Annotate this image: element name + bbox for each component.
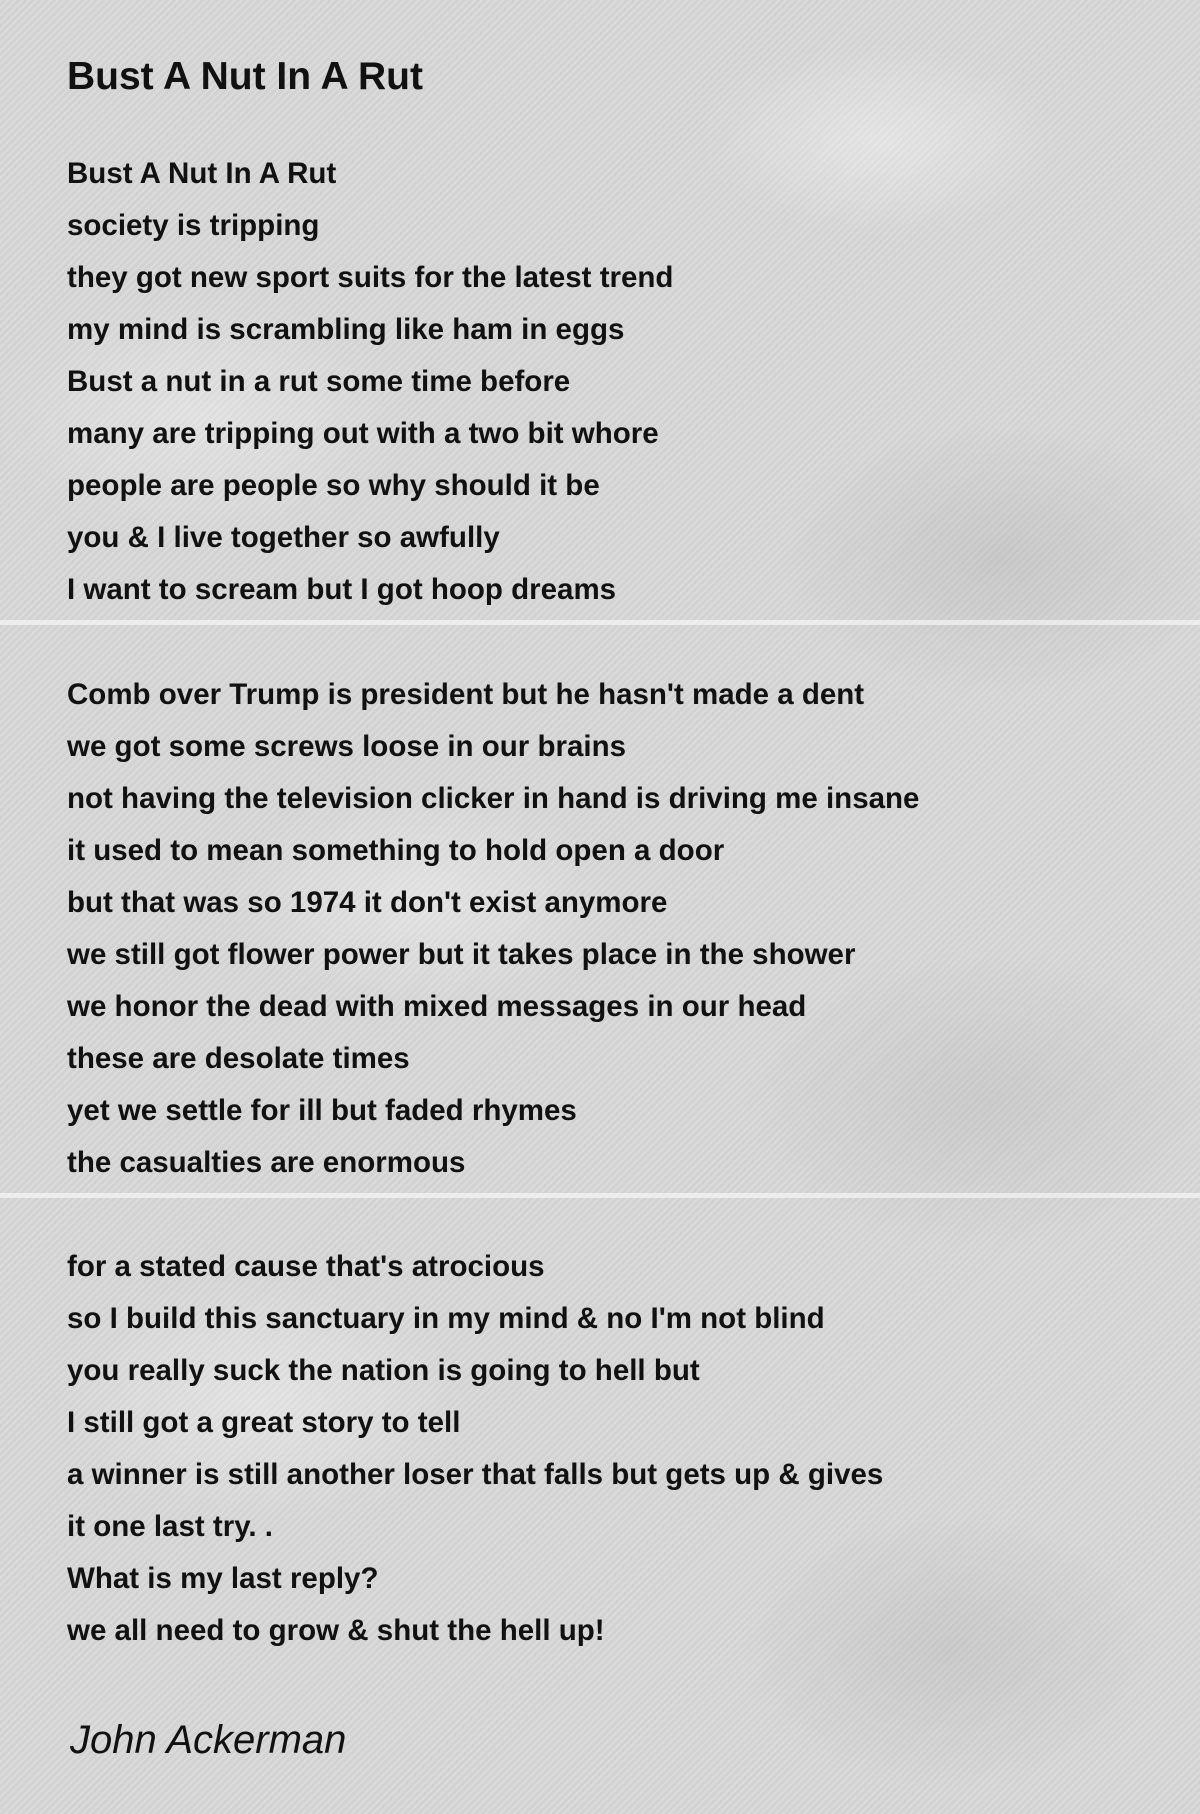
poem-line: so I build this sanctuary in my mind & no I'm not blind — [67, 1302, 825, 1335]
poem-line: many are tripping out with a two bit whore — [67, 417, 659, 450]
poem-line: it one last try. . — [67, 1510, 273, 1543]
poem-line: society is tripping — [67, 209, 320, 242]
poem-line: not having the television clicker in hand is driving me insane — [67, 782, 920, 815]
poem-line: yet we settle for ill but faded rhymes — [67, 1094, 577, 1127]
poem-line: we honor the dead with mixed messages in our head — [67, 990, 807, 1023]
poem-line: What is my last reply? — [67, 1562, 379, 1595]
poem-line: a winner is still another loser that falls but gets up & gives — [67, 1458, 884, 1491]
stanza-1 — [67, 148, 673, 616]
poem-line: the casualties are enormous — [67, 1146, 466, 1179]
poem-line: I want to scream but I got hoop dreams — [67, 573, 617, 606]
poem-line: we got some screws loose in our brains — [67, 730, 627, 763]
poem-line: we all need to grow & shut the hell up! — [67, 1614, 605, 1647]
poem-line: for a stated cause that's atrocious — [67, 1250, 545, 1283]
poem-author: John Ackerman — [70, 1718, 347, 1762]
poem-line: people are people so why should it be — [67, 469, 600, 502]
poem-line: Bust a nut in a rut some time before — [67, 365, 571, 398]
poem-line: they got new sport suits for the latest trend — [67, 261, 674, 294]
poem-line: Bust A Nut In A Rut — [67, 157, 337, 190]
stanza-3 — [67, 1241, 883, 1657]
poem-line: you really suck the nation is going to hell but — [67, 1354, 700, 1387]
poem-line: it used to mean something to hold open a door — [67, 834, 725, 867]
poem-line: I still got a great story to tell — [67, 1406, 461, 1439]
poem-line: my mind is scrambling like ham in eggs — [67, 313, 625, 346]
background-seam — [0, 620, 1200, 625]
poem-line: Comb over Trump is president but he hasn't made a dent — [67, 678, 865, 711]
poem-line: we still got flower power but it takes place in the shower — [67, 938, 856, 971]
poem-line: but that was so 1974 it don't exist anymore — [67, 886, 668, 919]
background-seam — [0, 1193, 1200, 1198]
stanza-2 — [67, 669, 919, 1189]
poem-line: you & I live together so awfully — [67, 521, 500, 554]
poem-line: these are desolate times — [67, 1042, 410, 1075]
poem-title: Bust A Nut In A Rut — [67, 55, 423, 98]
